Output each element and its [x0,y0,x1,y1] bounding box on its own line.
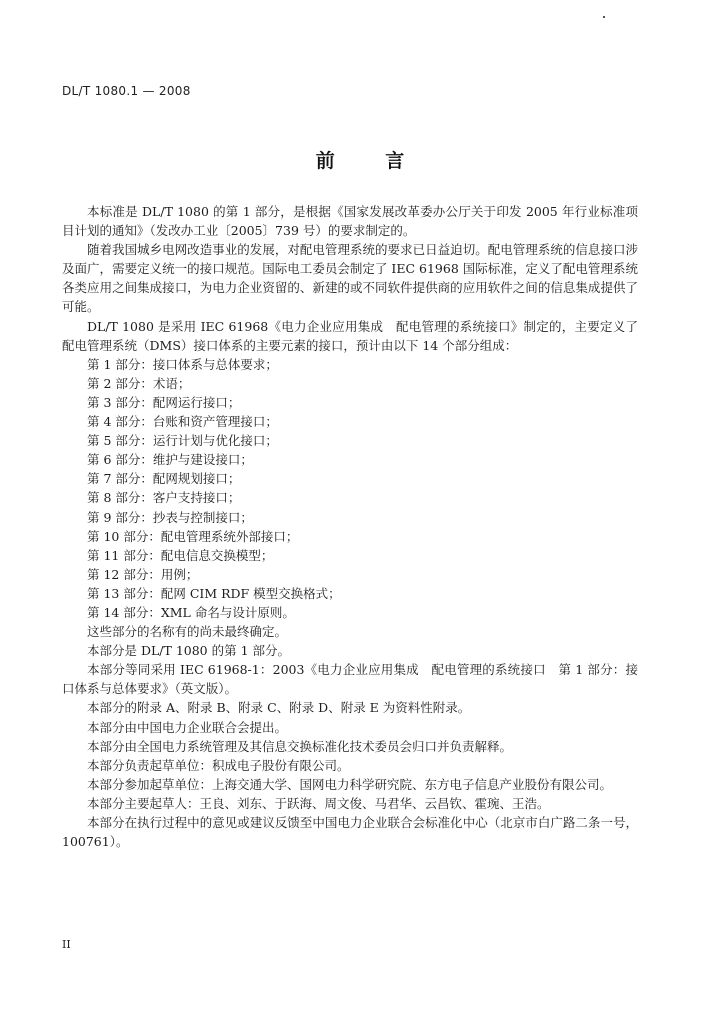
document-code: DL/T 1080.1 — 2008 [62,84,191,98]
scan-mark [603,16,605,18]
intro-paragraph: 本标准是 DL/T 1080 的第 1 部分，是根据《国家发展改革委办公厅关于印发 2005 年行业标准项目计划的通知》（发改办工业〔2005〕739 号）的要求制定的。 [62,204,638,239]
part-list-item: 第 10 部分：配电管理系统外部接口； [87,528,299,544]
page-title: 前 言 [315,150,427,172]
part-list-item: 第 14 部分：XML 命名与设计原则。 [87,604,295,620]
part-list-item: 第 6 部分：维护与建设接口； [87,452,253,468]
part-list-item: 第 12 部分：用例； [87,566,199,582]
part-list-item: 第 7 部分：配网规划接口； [87,471,241,487]
tail-paragraph: 本部分主要起草人：王良、刘东、于跃海、周文俊、马君华、云昌钦、霍琬、王浩。 [87,795,550,811]
part-list-item: 第 5 部分：运行计划与优化接口； [87,433,278,449]
tail-paragraph: 本部分是 DL/T 1080 的第 1 部分。 [87,643,291,659]
page-number: II [62,938,71,951]
part-list-item: 第 9 部分：抄表与控制接口； [87,509,253,525]
intro-paragraph: 随着我国城乡电网改造事业的发展，对配电管理系统的要求已日益迫切。配电管理系统的信息接口涉及面广，需要定义统一的接口规范。国际电工委员会制定了 IEC 61968 国际标准，定义了配电管理系统各类应用之间集成接口，为电力企业资留的、新建的或不同软件提供商的应用软件之间的信息集成提供了可能。 [62,242,638,315]
intro-paragraph: DL/T 1080 是采用 IEC 61968《电力企业应用集成 配电管理的系统接口》制定的，主要定义了配电管理系统（DMS）接口体系的主要元素的接口，预计由以下 14 个部分组成： [62,318,638,353]
tail-paragraph: 这些部分的名称有的尚未最终确定。 [87,624,288,640]
part-list-item: 第 1 部分：接口体系与总体要求； [87,356,278,372]
part-list-item: 第 4 部分：台账和资产管理接口； [87,414,278,430]
tail-paragraph: 本部分等同采用 IEC 61968-1：2003《电力企业应用集成 配电管理的系统接口 第 1 部分：接口体系与总体要求》（英文版）。 [62,662,638,697]
part-list-item: 第 11 部分：配电信息交换模型； [87,547,274,563]
tail-paragraph: 本部分的附录 A、附录 B、附录 C、附录 D、附录 E 为资料性附录。 [87,700,471,716]
part-list-item: 第 3 部分：配网运行接口； [87,394,241,410]
part-list-item: 第 8 部分：客户支持接口； [87,490,241,506]
tail-paragraph: 本部分由全国电力系统管理及其信息交换标准化技术委员会归口并负责解释。 [87,738,513,754]
tail-paragraph: 本部分在执行过程中的意见或建议反馈至中国电力企业联合会标准化中心（北京市白广路二条一号，100761）。 [62,815,638,850]
tail-paragraph: 本部分参加起草单位：上海交通大学、国网电力科学研究院、东方电子信息产业股份有限公司。 [87,776,613,792]
body-text [62,202,638,851]
part-list-item: 第 13 部分：配网 CIM RDF 模型交换格式； [87,585,341,601]
tail-paragraph: 本部分负责起草单位：积成电子股份有限公司。 [87,757,350,773]
tail-paragraph: 本部分由中国电力企业联合会提出。 [87,719,288,735]
part-list-item: 第 2 部分：术语； [87,375,191,391]
